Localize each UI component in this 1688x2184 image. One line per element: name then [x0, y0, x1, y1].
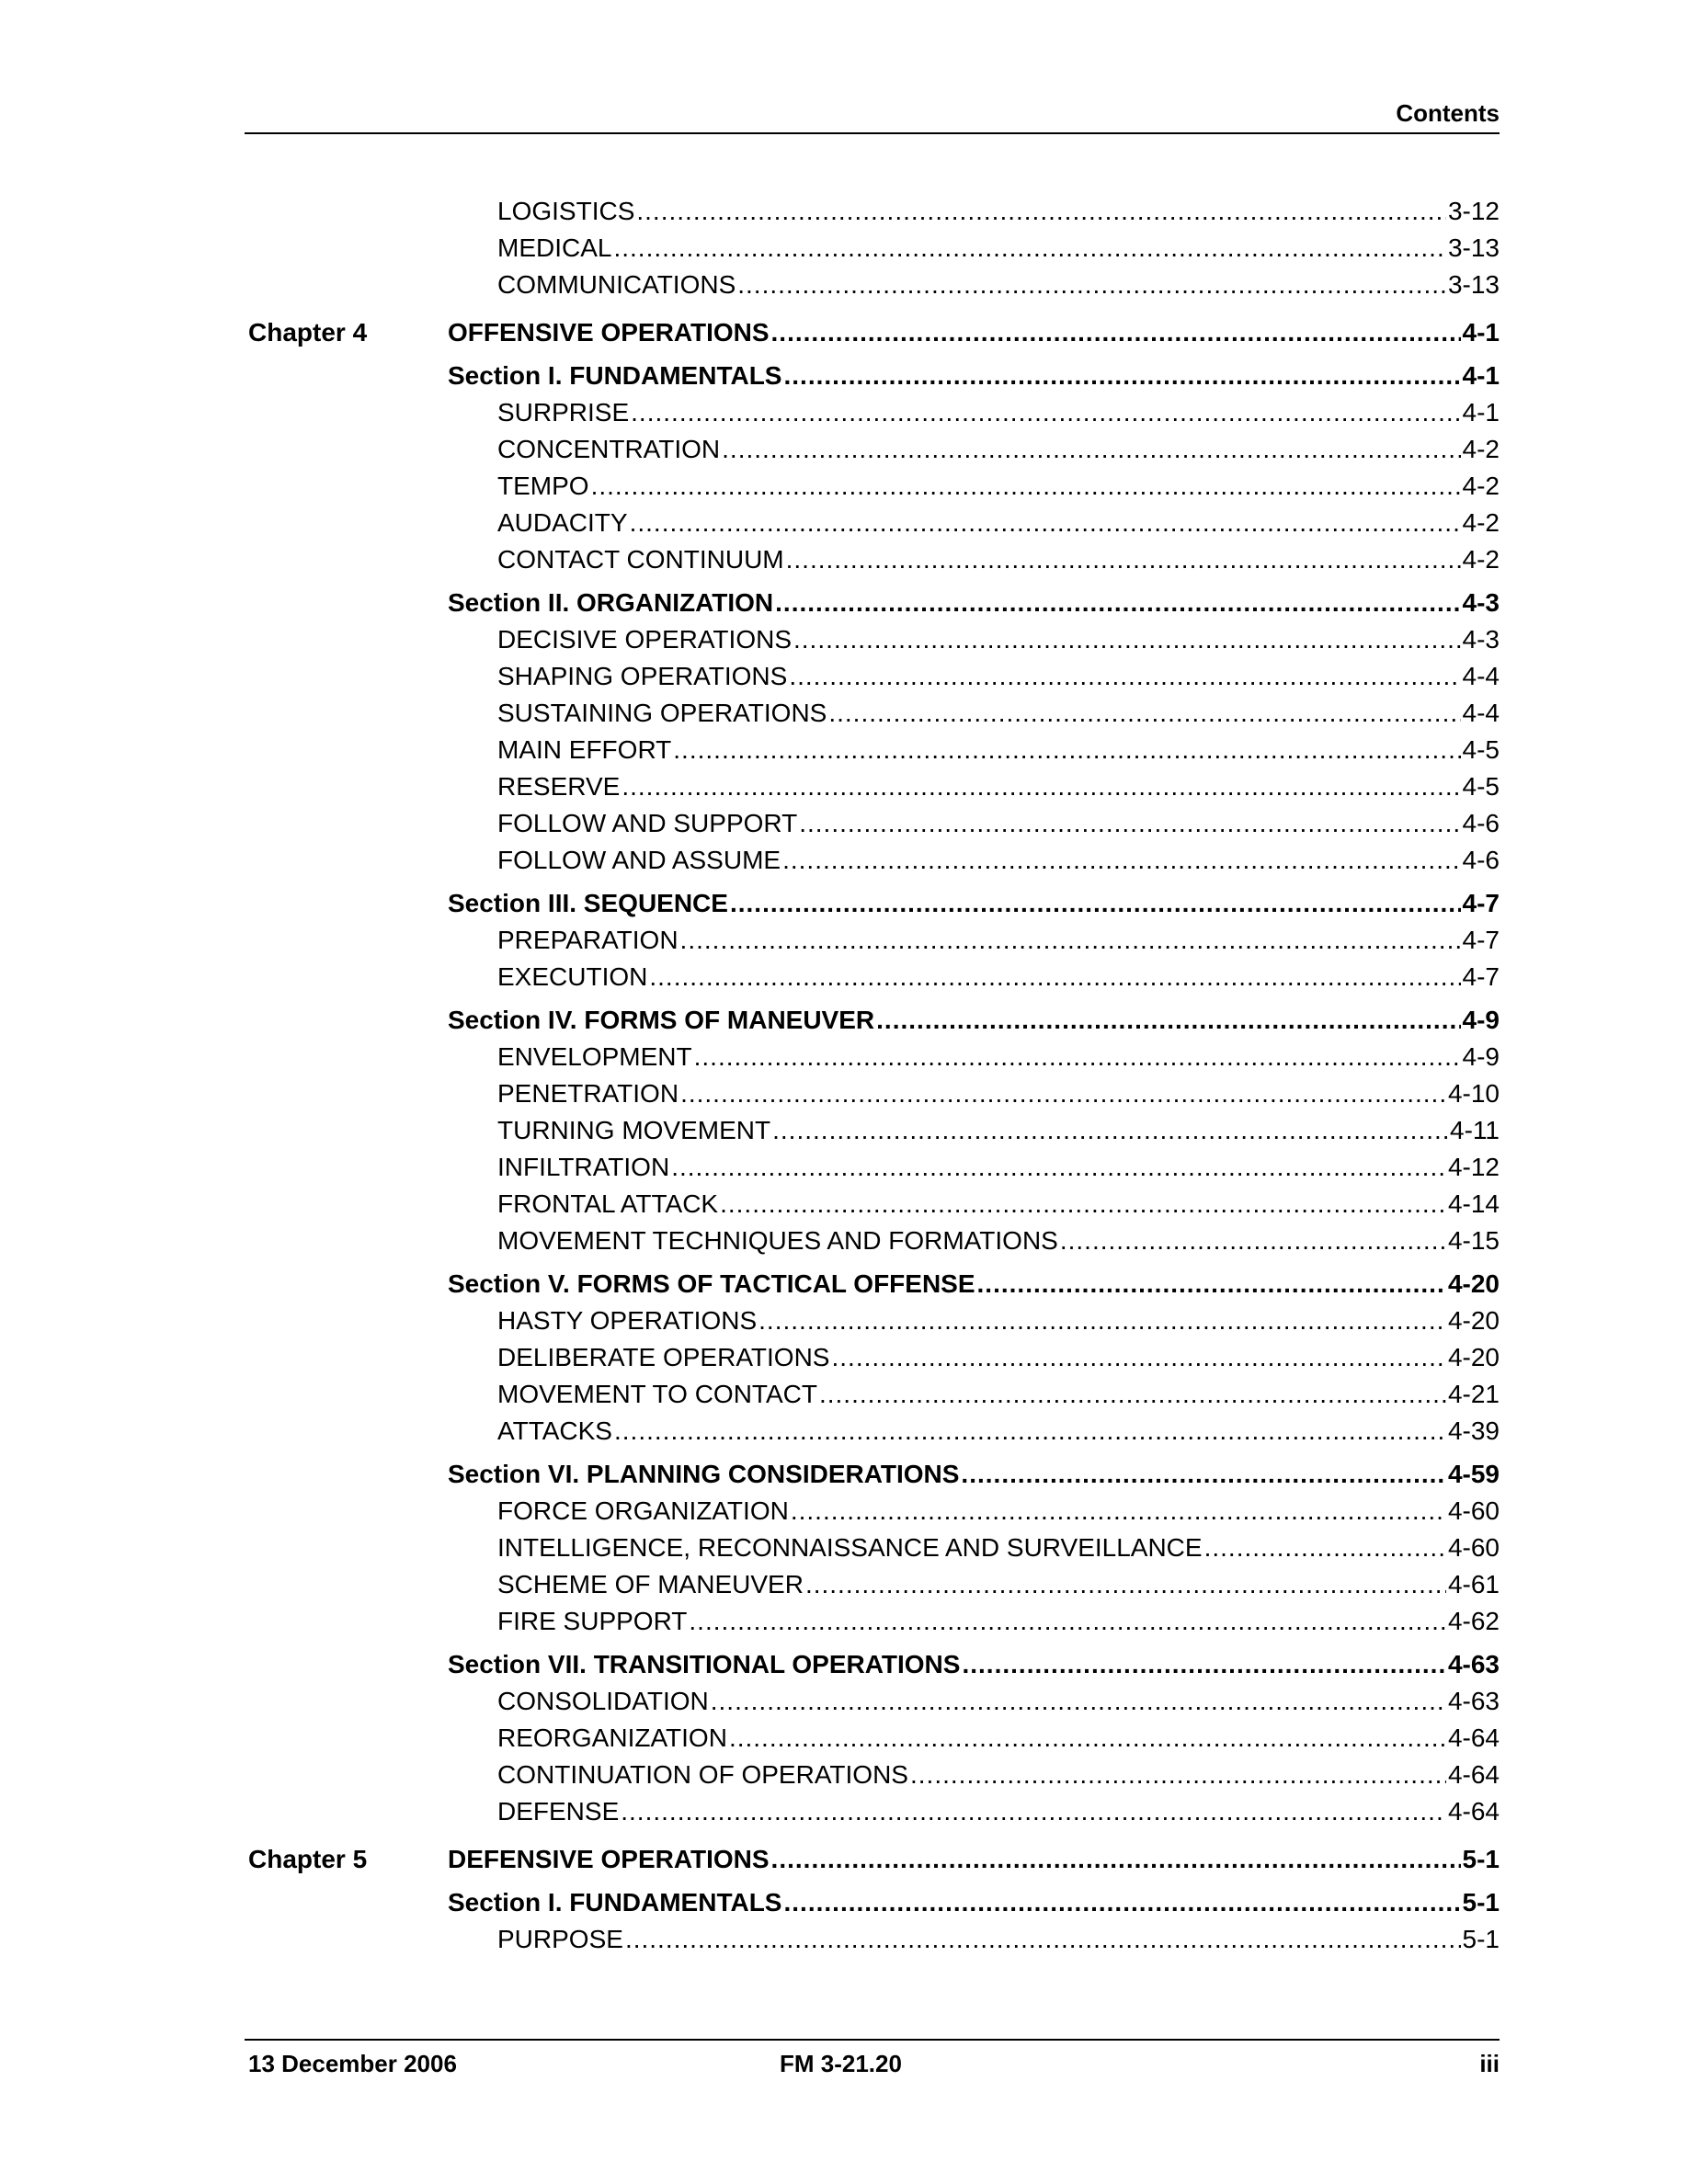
toc-entry-row [0, 732, 1688, 768]
toc-entry-row [0, 468, 1688, 505]
toc-entry-title: TURNING MOVEMENT [497, 1116, 771, 1144]
toc-entry-page: 5-1 [1462, 1888, 1500, 1917]
toc-entry-title: Section VII. TRANSITIONAL OPERATIONS [448, 1650, 961, 1678]
toc-entry[interactable] [448, 1002, 1500, 1039]
toc-entry-row [0, 1413, 1688, 1450]
toc-entry-page: 4-7 [1462, 926, 1500, 954]
dot-leader [613, 230, 1445, 267]
toc-entry[interactable] [497, 394, 1500, 431]
toc-entry[interactable] [497, 230, 1500, 267]
toc-entry-title: DECISIVE OPERATIONS [497, 625, 792, 654]
toc-entry[interactable] [497, 658, 1500, 695]
toc-entry-title: Section VI. PLANNING CONSIDERATIONS [448, 1460, 960, 1488]
dot-leader [729, 1720, 1446, 1757]
toc-entry[interactable] [497, 1186, 1500, 1223]
toc-entry-title: RESERVE [497, 772, 621, 801]
toc-entry-row [0, 1683, 1688, 1720]
toc-entry-title: EXECUTION [497, 962, 648, 991]
toc-entry-page: 4-9 [1462, 1006, 1500, 1034]
toc-entry-title: COMMUNICATIONS [497, 270, 736, 299]
toc-entry-row [0, 1757, 1688, 1793]
dot-leader [680, 922, 1461, 959]
dot-leader [680, 1075, 1446, 1112]
toc-entry[interactable] [497, 1413, 1500, 1450]
toc-entry-title: PURPOSE [497, 1925, 623, 1953]
toc-entry-page: 4-61 [1447, 1570, 1500, 1598]
toc-entry-page: 4-2 [1462, 508, 1500, 537]
toc-section-row [0, 885, 1688, 922]
toc-entry-page: 4-2 [1462, 472, 1500, 500]
toc-entry[interactable] [497, 1149, 1500, 1186]
toc-entry-page: 4-1 [1462, 361, 1500, 390]
toc-entry-row [0, 1603, 1688, 1640]
toc-entry[interactable] [497, 1793, 1500, 1830]
toc-entry-title: PENETRATION [497, 1079, 679, 1108]
dot-leader [1204, 1530, 1446, 1566]
toc-entry-row [0, 842, 1688, 879]
toc-entry[interactable] [497, 541, 1500, 578]
toc-entry-title: OFFENSIVE OPERATIONS [448, 318, 770, 347]
toc-entry-page: 5-1 [1462, 1845, 1500, 1873]
toc-entry[interactable] [497, 267, 1500, 303]
dot-leader [775, 585, 1460, 621]
dot-leader [831, 1339, 1445, 1376]
toc-entry-page: 4-20 [1447, 1343, 1500, 1371]
toc-entry-row [0, 1186, 1688, 1223]
toc-entry-page: 4-15 [1447, 1226, 1500, 1255]
toc-section-row [0, 1266, 1688, 1302]
toc-entry-title: SCHEME OF MANEUVER [497, 1570, 804, 1598]
dot-leader [819, 1376, 1446, 1413]
toc-entry[interactable] [497, 1075, 1500, 1112]
dot-leader [961, 1456, 1446, 1493]
toc-entry-title: FOLLOW AND ASSUME [497, 846, 781, 874]
toc-entry-title: CONSOLIDATION [497, 1687, 709, 1715]
toc-entry-title: DEFENSE [497, 1797, 620, 1826]
dot-leader [910, 1757, 1446, 1793]
toc-entry-title: CONTINUATION OF OPERATIONS [497, 1760, 908, 1789]
dot-leader [649, 959, 1460, 995]
toc-entry-page: 4-4 [1462, 699, 1500, 727]
toc-entry-page: 4-60 [1447, 1533, 1500, 1562]
dot-leader [783, 1884, 1460, 1921]
dot-leader [711, 1683, 1446, 1720]
toc-entry-title: FOLLOW AND SUPPORT [497, 809, 798, 837]
toc-entry-title: SUSTAINING OPERATIONS [497, 699, 827, 727]
toc-chapter-label: Chapter 5 [248, 1845, 368, 1873]
toc-entry-title: TEMPO [497, 472, 589, 500]
toc-entry-title: Section I. FUNDAMENTALS [448, 361, 782, 390]
dot-leader [737, 267, 1446, 303]
toc-entry-title: FIRE SUPPORT [497, 1607, 688, 1635]
toc-section-row [0, 1884, 1688, 1921]
toc-entry[interactable] [448, 1841, 1500, 1878]
toc-entry[interactable] [497, 1112, 1500, 1149]
toc-entry-row [0, 1112, 1688, 1149]
toc-entry-title: MOVEMENT TECHNIQUES AND FORMATIONS [497, 1226, 1058, 1255]
toc-entry[interactable] [497, 193, 1500, 230]
toc-entry-page: 4-7 [1462, 889, 1500, 917]
toc-entry-title: FORCE ORGANIZATION [497, 1496, 789, 1525]
toc-entry-row [0, 1720, 1688, 1757]
toc-entry[interactable] [497, 1376, 1500, 1413]
toc-entry[interactable] [497, 431, 1500, 468]
dot-leader [614, 1413, 1446, 1450]
toc-entry[interactable] [448, 885, 1500, 922]
toc-entry-row [0, 1566, 1688, 1603]
dot-leader [786, 541, 1461, 578]
toc-entry[interactable] [448, 585, 1500, 621]
toc-entry-row [0, 193, 1688, 230]
toc-entry-row [0, 621, 1688, 658]
toc-entry[interactable] [497, 1683, 1500, 1720]
toc-entry-row [0, 230, 1688, 267]
toc-entry[interactable] [497, 1921, 1500, 1958]
toc-entry-page: 4-21 [1447, 1380, 1500, 1408]
toc-entry[interactable] [497, 621, 1500, 658]
toc-entry-page: 4-3 [1462, 625, 1500, 654]
toc-entry-row [0, 1075, 1688, 1112]
toc-entry[interactable] [497, 1566, 1500, 1603]
dot-leader [636, 193, 1446, 230]
dot-leader [689, 1603, 1446, 1640]
toc-entry-row [0, 1302, 1688, 1339]
toc-entry-title: Section I. FUNDAMENTALS [448, 1888, 782, 1917]
dot-leader [1060, 1223, 1446, 1259]
toc-entry[interactable] [448, 358, 1500, 394]
toc-entry-title: FRONTAL ATTACK [497, 1189, 719, 1218]
dot-leader [625, 1921, 1461, 1958]
toc-entry-row [0, 1223, 1688, 1259]
dot-leader [622, 768, 1460, 805]
toc-entry-page: 4-63 [1447, 1650, 1500, 1678]
toc-entry[interactable] [497, 732, 1500, 768]
toc-entry[interactable] [497, 468, 1500, 505]
dot-leader [799, 805, 1460, 842]
toc-entry-title: MOVEMENT TO CONTACT [497, 1380, 817, 1408]
toc-entry-page: 4-1 [1462, 318, 1500, 347]
toc-entry-page: 4-1 [1462, 398, 1500, 427]
dot-leader [876, 1002, 1460, 1039]
footer-page-number: iii [1479, 2050, 1500, 2077]
toc-entry-row [0, 805, 1688, 842]
toc-entry-page: 4-5 [1462, 735, 1500, 764]
toc-entry-row [0, 768, 1688, 805]
toc-entry-page: 4-64 [1447, 1760, 1500, 1789]
toc-entry[interactable] [497, 805, 1500, 842]
toc-entry[interactable] [497, 1339, 1500, 1376]
toc-entry-page: 4-9 [1462, 1042, 1500, 1071]
toc-entry-title: CONCENTRATION [497, 435, 721, 463]
toc-entry-title: PREPARATION [497, 926, 679, 954]
toc-entry-title: Section IV. FORMS OF MANEUVER [448, 1006, 875, 1034]
toc-entry-title: CONTACT CONTINUUM [497, 545, 784, 574]
toc-entry-page: 4-59 [1447, 1460, 1500, 1488]
toc-entry[interactable] [497, 922, 1500, 959]
toc-entry-page: 4-64 [1447, 1723, 1500, 1752]
toc-entry[interactable] [497, 1757, 1500, 1793]
toc-entry[interactable] [497, 1530, 1500, 1566]
toc-entry-title: DEFENSIVE OPERATIONS [448, 1845, 770, 1873]
toc-entry-title: ENVELOPMENT [497, 1042, 692, 1071]
dot-leader [772, 1112, 1448, 1149]
toc-entry-page: 3-13 [1447, 270, 1500, 299]
toc-entry[interactable] [497, 505, 1500, 541]
dot-leader [828, 695, 1460, 732]
toc-entry-row [0, 922, 1688, 959]
dot-leader [791, 1493, 1446, 1530]
toc-section-row [0, 358, 1688, 394]
footer-date: 13 December 2006 [248, 2050, 457, 2077]
toc-entry-row [0, 1376, 1688, 1413]
dot-leader [783, 358, 1460, 394]
toc-entry-page: 4-60 [1447, 1496, 1500, 1525]
toc-entry-page: 4-64 [1447, 1797, 1500, 1826]
toc-entry-title: SURPRISE [497, 398, 630, 427]
toc-entry-page: 4-20 [1447, 1269, 1500, 1298]
toc-entry[interactable] [448, 1646, 1500, 1683]
toc-entry[interactable] [448, 1884, 1500, 1921]
toc-entry-page: 4-2 [1462, 435, 1500, 463]
toc-entry[interactable] [448, 314, 1500, 351]
toc-entry[interactable] [497, 768, 1500, 805]
toc-entry-page: 4-5 [1462, 772, 1500, 801]
toc-entry-title: SHAPING OPERATIONS [497, 662, 788, 690]
dot-leader [793, 621, 1461, 658]
footer-publication: FM 3-21.20 [780, 2050, 902, 2077]
dot-leader [631, 394, 1460, 431]
page-footer [245, 2039, 1500, 2077]
toc-entry-title: MAIN EFFORT [497, 735, 672, 764]
dot-leader [789, 658, 1460, 695]
toc-entry-page: 4-2 [1462, 545, 1500, 574]
toc-entry-row [0, 1039, 1688, 1075]
toc-entry-title: DELIBERATE OPERATIONS [497, 1343, 830, 1371]
toc-entry-row [0, 959, 1688, 995]
toc-entry-page: 4-11 [1450, 1116, 1500, 1144]
toc-entry-row [0, 505, 1688, 541]
toc-section-row [0, 1002, 1688, 1039]
dot-leader [673, 732, 1460, 768]
toc-entry-title: REORGANIZATION [497, 1723, 727, 1752]
toc-entry[interactable] [448, 1266, 1500, 1302]
toc-entry-page: 4-39 [1447, 1416, 1500, 1445]
dot-leader [977, 1266, 1446, 1302]
toc-entry[interactable] [497, 1039, 1500, 1075]
header-title: Contents [1396, 99, 1500, 127]
toc-entry-row [0, 267, 1688, 303]
dot-leader [591, 468, 1461, 505]
toc-entry-row [0, 1793, 1688, 1830]
dot-leader [758, 1302, 1446, 1339]
dot-leader [805, 1566, 1446, 1603]
toc-entry-row [0, 1493, 1688, 1530]
toc-entry-title: Section V. FORMS OF TACTICAL OFFENSE [448, 1269, 975, 1298]
toc-entry[interactable] [497, 695, 1500, 732]
toc-entry[interactable] [497, 1302, 1500, 1339]
toc-entry-page: 4-10 [1447, 1079, 1500, 1108]
toc-entry-row [0, 431, 1688, 468]
toc-entry[interactable] [497, 1223, 1500, 1259]
dot-leader [720, 1186, 1446, 1223]
toc-entry-title: HASTY OPERATIONS [497, 1306, 758, 1335]
page-header [245, 96, 1500, 134]
toc-entry-page: 3-12 [1447, 197, 1500, 225]
toc-entry-title: INFILTRATION [497, 1153, 670, 1181]
dot-leader [694, 1039, 1461, 1075]
toc-entry-page: 4-6 [1462, 846, 1500, 874]
toc-entry-page: 4-6 [1462, 809, 1500, 837]
toc-entry-row [0, 541, 1688, 578]
dot-leader [722, 431, 1460, 468]
toc-entry-row [0, 695, 1688, 732]
toc-entry-row [0, 1339, 1688, 1376]
toc-entry-page: 4-12 [1447, 1153, 1500, 1181]
toc-entry-page: 4-62 [1447, 1607, 1500, 1635]
dot-leader [630, 505, 1461, 541]
toc-entry[interactable] [497, 842, 1500, 879]
toc-entry-title: INTELLIGENCE, RECONNAISSANCE AND SURVEILLANCE [497, 1533, 1203, 1562]
toc-entry-title: ATTACKS [497, 1416, 612, 1445]
toc-entry-page: 4-14 [1447, 1189, 1500, 1218]
toc-entry[interactable] [497, 959, 1500, 995]
toc-entry-row [0, 1530, 1688, 1566]
toc-entry-page: 4-63 [1447, 1687, 1500, 1715]
toc-entry-page: 4-20 [1447, 1306, 1500, 1335]
toc-entry-title: Section II. ORGANIZATION [448, 588, 774, 617]
toc-entry-row [0, 1149, 1688, 1186]
toc-entry-page: 4-3 [1462, 588, 1500, 617]
toc-chapter-row [0, 1841, 1688, 1878]
dot-leader [771, 1841, 1461, 1878]
dot-leader [771, 314, 1461, 351]
dot-leader [782, 842, 1460, 879]
toc-entry-page: 4-4 [1462, 662, 1500, 690]
dot-leader [730, 885, 1461, 922]
toc-entry-page: 4-7 [1462, 962, 1500, 991]
toc-entry-page: 3-13 [1447, 233, 1500, 262]
toc-chapter-row [0, 314, 1688, 351]
toc-entry-title: MEDICAL [497, 233, 612, 262]
dot-leader [671, 1149, 1446, 1186]
toc-section-row [0, 1456, 1688, 1493]
toc-section-row [0, 1646, 1688, 1683]
toc-entry-row [0, 658, 1688, 695]
toc-entry-page: 5-1 [1462, 1925, 1500, 1953]
dot-leader [621, 1793, 1446, 1830]
toc-entry-row [0, 394, 1688, 431]
toc-entry-title: AUDACITY [497, 508, 628, 537]
dot-leader [962, 1646, 1445, 1683]
toc-entry-title: Section III. SEQUENCE [448, 889, 728, 917]
toc-entry[interactable] [497, 1493, 1500, 1530]
toc-entry[interactable] [497, 1720, 1500, 1757]
toc-entry-title: LOGISTICS [497, 197, 635, 225]
toc-section-row [0, 585, 1688, 621]
toc-entry-row [0, 1921, 1688, 1958]
toc-entry[interactable] [497, 1603, 1500, 1640]
toc-entry[interactable] [448, 1456, 1500, 1493]
toc-chapter-label: Chapter 4 [248, 318, 368, 347]
